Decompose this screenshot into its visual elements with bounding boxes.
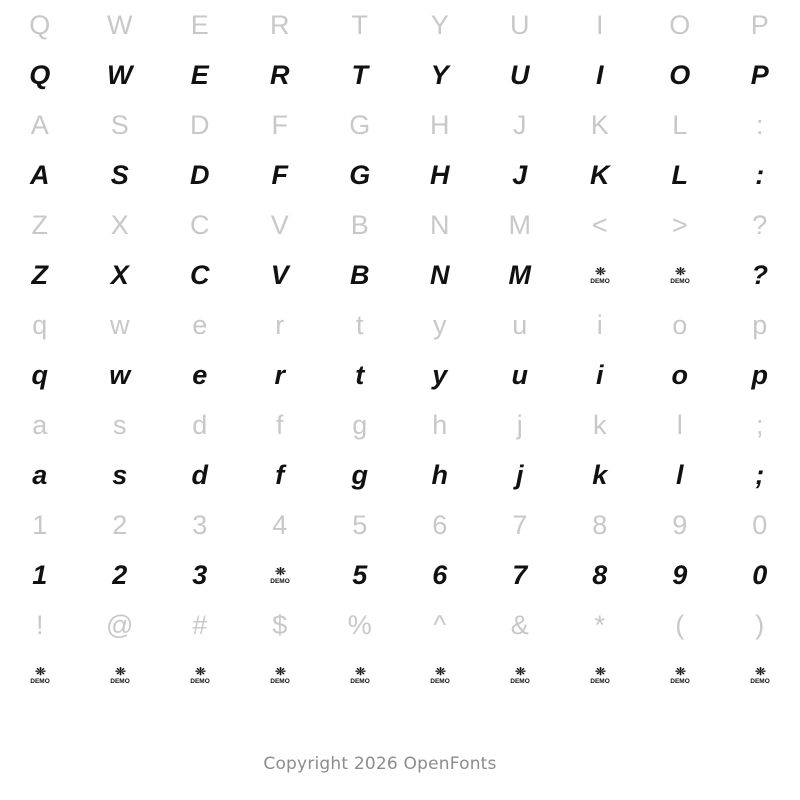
- glyph-cell: P: [750, 59, 770, 90]
- glyph-cell: M: [508, 259, 532, 290]
- glyph-cell: 7: [512, 509, 528, 540]
- glyph-cell: o: [672, 309, 688, 340]
- glyph-cell: R: [270, 9, 290, 40]
- glyph-cell: w: [109, 359, 131, 390]
- demo-label: DEMO: [670, 677, 690, 685]
- glyph-cell: 2: [112, 509, 128, 540]
- glyph-cell: Q: [29, 59, 51, 90]
- demo-watermark-icon: [320, 650, 400, 700]
- glyph-cell: S: [110, 159, 130, 190]
- demo-burst-icon: ❊: [675, 265, 685, 278]
- glyph-cell: &: [510, 609, 530, 640]
- glyph-cell: ?: [752, 209, 768, 240]
- glyph-cell: r: [275, 309, 285, 340]
- glyph-cell: 6: [432, 559, 448, 590]
- glyph-cell: k: [592, 459, 608, 490]
- glyph-cell: o: [671, 359, 689, 390]
- demo-label: DEMO: [110, 677, 130, 685]
- glyph-cell: O: [669, 59, 691, 90]
- glyph-cell: $: [272, 609, 288, 640]
- glyph-cell: C: [190, 209, 210, 240]
- glyph-cell: r: [274, 359, 286, 390]
- glyph-cell: U: [510, 59, 530, 90]
- glyph-cell: :: [755, 109, 764, 140]
- glyph-cell: S: [110, 109, 130, 140]
- glyph-cell: A: [30, 159, 50, 190]
- demo-watermark-icon: [640, 250, 720, 300]
- demo-watermark-icon: [240, 650, 320, 700]
- glyph-cell: a: [32, 459, 48, 490]
- glyph-cell: Z: [31, 259, 49, 290]
- glyph-cell: O: [669, 9, 691, 40]
- glyph-cell: <: [591, 209, 609, 240]
- glyph-cell: j: [516, 409, 524, 440]
- glyph-cell: 3: [192, 509, 208, 540]
- glyph-cell: q: [32, 309, 48, 340]
- demo-watermark-icon: [720, 650, 800, 700]
- glyph-cell: s: [112, 459, 128, 490]
- glyph-cell: t: [355, 309, 364, 340]
- demo-label: DEMO: [430, 677, 450, 685]
- glyph-cell: L: [672, 109, 688, 140]
- glyph-cell: C: [190, 259, 210, 290]
- glyph-cell: t: [355, 359, 365, 390]
- glyph-cell: a: [32, 409, 48, 440]
- glyph-cell: Y: [430, 59, 450, 90]
- glyph-cell: !: [35, 609, 44, 640]
- demo-label: DEMO: [670, 277, 690, 285]
- glyph-cell: X: [110, 209, 130, 240]
- demo-label: DEMO: [270, 677, 290, 685]
- demo-label: DEMO: [270, 577, 290, 585]
- demo-label: DEMO: [510, 677, 530, 685]
- demo-label: DEMO: [350, 677, 370, 685]
- glyph-cell: 5: [352, 509, 368, 540]
- glyph-cell: e: [192, 309, 208, 340]
- glyph-cell: p: [752, 309, 768, 340]
- glyph-cell: U: [510, 9, 530, 40]
- glyph-cell: N: [430, 259, 450, 290]
- glyph-cell: u: [511, 359, 529, 390]
- demo-watermark-icon: [160, 650, 240, 700]
- demo-burst-icon: ❊: [675, 665, 685, 678]
- glyph-cell: X: [110, 259, 130, 290]
- glyph-cell: ;: [755, 409, 764, 440]
- glyph-cell: M: [508, 209, 532, 240]
- glyph-cell: J: [512, 159, 528, 190]
- demo-label: DEMO: [750, 677, 770, 685]
- glyph-cell: I: [595, 9, 604, 40]
- glyph-cell: >: [671, 209, 689, 240]
- copyright-text: Copyright 2026 OpenFonts: [263, 754, 497, 774]
- glyph-cell: p: [751, 359, 769, 390]
- glyph-cell: E: [190, 9, 210, 40]
- glyph-cell: i: [596, 309, 604, 340]
- glyph-cell: B: [350, 259, 370, 290]
- glyph-cell: d: [192, 409, 208, 440]
- glyph-cell: y: [432, 359, 448, 390]
- footer: [0, 754, 800, 774]
- demo-burst-icon: ❊: [275, 565, 285, 578]
- demo-watermark-icon: [240, 550, 320, 600]
- glyph-cell: Z: [31, 209, 49, 240]
- glyph-cell: l: [676, 409, 684, 440]
- glyph-cell: l: [675, 459, 684, 490]
- glyph-cell: L: [671, 159, 689, 190]
- glyph-cell: A: [30, 109, 50, 140]
- glyph-cell: g: [351, 459, 369, 490]
- demo-watermark-icon: [640, 650, 720, 700]
- glyph-cell: h: [431, 459, 449, 490]
- demo-burst-icon: ❊: [595, 265, 605, 278]
- glyph-cell: H: [430, 159, 450, 190]
- glyph-cell: K: [590, 159, 610, 190]
- glyph-cell: Q: [29, 9, 51, 40]
- glyph-cell: R: [270, 59, 290, 90]
- glyph-cell: G: [349, 159, 371, 190]
- glyph-cell: u: [512, 309, 528, 340]
- demo-burst-icon: ❊: [275, 665, 285, 678]
- glyph-cell: ^: [433, 609, 447, 640]
- glyph-cell: ?: [751, 259, 769, 290]
- demo-label: DEMO: [190, 677, 210, 685]
- glyph-cell: J: [513, 109, 527, 140]
- glyph-cell: 8: [592, 559, 608, 590]
- demo-watermark-icon: [0, 650, 80, 700]
- glyph-cell: F: [271, 109, 289, 140]
- glyph-cell: N: [430, 209, 450, 240]
- glyph-cell: P: [750, 9, 770, 40]
- glyph-cell: ;: [755, 459, 765, 490]
- demo-label: DEMO: [590, 677, 610, 685]
- demo-burst-icon: ❊: [595, 665, 605, 678]
- demo-watermark-icon: [80, 650, 160, 700]
- glyph-cell: 1: [32, 509, 48, 540]
- demo-label: DEMO: [30, 677, 50, 685]
- glyph-cell: G: [349, 109, 371, 140]
- glyph-cell: #: [192, 609, 208, 640]
- glyph-cell: d: [191, 459, 209, 490]
- glyph-cell: E: [190, 59, 210, 90]
- glyph-cell: i: [595, 359, 604, 390]
- glyph-cell: 2: [112, 559, 128, 590]
- glyph-cell: g: [352, 409, 368, 440]
- glyph-cell: %: [347, 609, 373, 640]
- glyph-cell: D: [190, 159, 210, 190]
- demo-label: DEMO: [590, 277, 610, 285]
- glyph-cell: @: [106, 609, 134, 640]
- glyph-cell: s: [113, 409, 127, 440]
- glyph-cell: B: [350, 209, 370, 240]
- demo-watermark-icon: [560, 650, 640, 700]
- demo-watermark-icon: [480, 650, 560, 700]
- glyph-cell: T: [351, 9, 369, 40]
- demo-burst-icon: ❊: [515, 665, 525, 678]
- glyph-cell: H: [430, 109, 450, 140]
- glyph-cell: W: [107, 9, 133, 40]
- glyph-cell: V: [270, 259, 290, 290]
- glyph-cell: 9: [672, 559, 688, 590]
- glyph-cell: :: [755, 159, 765, 190]
- glyph-cell: 7: [512, 559, 528, 590]
- demo-burst-icon: ❊: [115, 665, 125, 678]
- glyph-cell: 4: [272, 509, 288, 540]
- glyph-cell: f: [275, 459, 285, 490]
- glyph-cell: 3: [192, 559, 208, 590]
- glyph-cell: I: [595, 59, 604, 90]
- glyph-cell: V: [270, 209, 290, 240]
- glyph-cell: (: [675, 609, 685, 640]
- glyph-cell: F: [271, 159, 289, 190]
- glyph-cell: D: [190, 109, 210, 140]
- glyph-cell: ): [755, 609, 765, 640]
- glyph-cell: y: [433, 309, 447, 340]
- glyph-cell: 8: [592, 509, 608, 540]
- demo-burst-icon: ❊: [355, 665, 365, 678]
- glyph-cell: k: [593, 409, 607, 440]
- glyph-cell: w: [110, 309, 130, 340]
- glyph-cell: *: [594, 609, 606, 640]
- glyph-cell: h: [432, 409, 448, 440]
- glyph-cell: q: [31, 359, 49, 390]
- demo-burst-icon: ❊: [755, 665, 765, 678]
- demo-watermark-icon: [400, 650, 480, 700]
- glyph-cell: 0: [752, 559, 768, 590]
- glyph-cell: 0: [752, 509, 768, 540]
- glyph-cell: j: [515, 459, 524, 490]
- glyph-cell: W: [107, 59, 133, 90]
- glyph-cell: 6: [432, 509, 448, 540]
- glyph-cell: 9: [672, 509, 688, 540]
- demo-watermark-icon: [560, 250, 640, 300]
- glyph-cell: 1: [32, 559, 48, 590]
- glyph-cell: Y: [430, 9, 450, 40]
- demo-burst-icon: ❊: [195, 665, 205, 678]
- glyph-cell: 5: [352, 559, 368, 590]
- glyph-cell: T: [351, 59, 369, 90]
- glyph-cell: e: [192, 359, 208, 390]
- demo-burst-icon: ❊: [435, 665, 445, 678]
- glyph-cell: K: [590, 109, 610, 140]
- glyph-cell: f: [275, 409, 284, 440]
- demo-burst-icon: ❊: [35, 665, 45, 678]
